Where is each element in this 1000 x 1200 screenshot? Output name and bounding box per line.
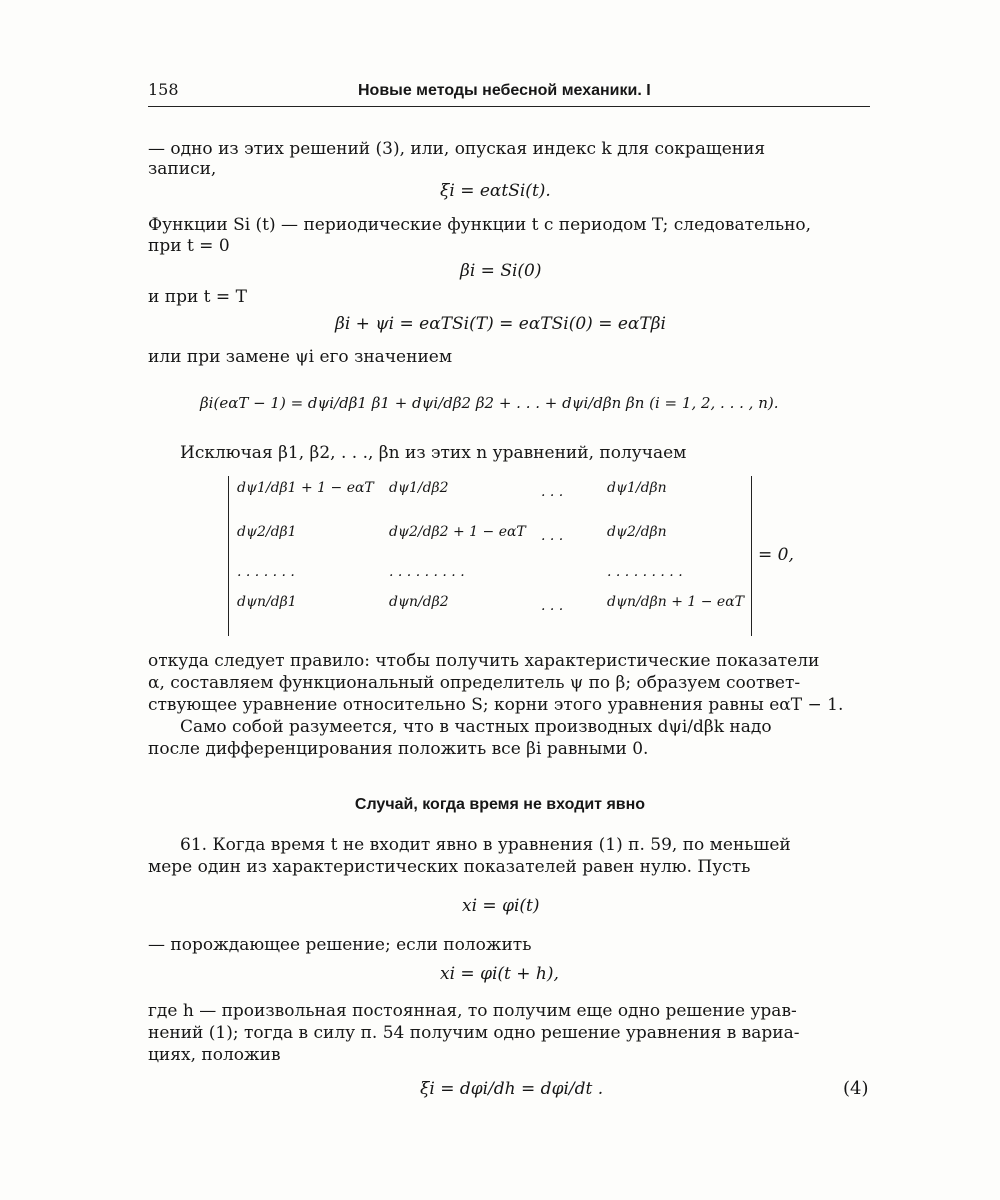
paragraph-line: откуда следует правило: чтобы получить характеристические показатели — [148, 651, 820, 671]
paragraph-line: при t = 0 — [148, 236, 230, 256]
paragraph-line: — порождающее решение; если положить — [148, 935, 532, 955]
equation-6: xi = φi(t + h), — [440, 964, 559, 984]
equation-7: ξi = dφi/dh = dφi/dt . — [420, 1079, 604, 1099]
matrix-cell: . . . — [541, 598, 564, 614]
paragraph-line: циях, положив — [148, 1045, 281, 1065]
paragraph-line: — одно из этих решений (3), или, опуская индекс k для сокращения — [148, 139, 766, 159]
matrix-cell: dψn/dβ2 — [389, 594, 449, 610]
paragraph-line: или при замене ψi его значением — [148, 347, 453, 367]
paragraph-line: мере один из характеристических показателей равен нулю. Пусть — [148, 857, 751, 877]
paragraph-line: Исключая β1, β2, . . ., βn из этих n уравнений, получаем — [180, 443, 687, 463]
matrix-cell: dψ2/dβ2 + 1 − eαT — [389, 524, 526, 540]
equation-1: ξi = eαtSi(t). — [440, 181, 551, 201]
section-heading: Случай, когда время не входит явно — [354, 796, 646, 813]
matrix-dots: . . . . . . . . . — [607, 564, 683, 580]
matrix-cell: dψ1/dβn — [607, 480, 667, 496]
paragraph-line: и при t = T — [148, 287, 247, 307]
page-header — [148, 80, 870, 107]
determinant-matrix — [228, 476, 752, 636]
matrix-cell: dψ2/dβ1 — [237, 524, 297, 540]
matrix-cell: dψ1/dβ1 + 1 − eαT — [237, 480, 374, 496]
paragraph-line: ствующее уравнение относительно S; корни этого уравнения равны eαT − 1. — [148, 695, 844, 715]
matrix-dots: . . . . . . . . . — [389, 564, 465, 580]
paragraph-line: нений (1); тогда в силу п. 54 получим одно решение уравнения в вариа- — [148, 1023, 800, 1043]
matrix-cell: . . . — [541, 528, 564, 544]
equation-4: βi(eαT − 1) = dψi/dβ1 β1 + dψi/dβ2 β2 + . . . + dψi/dβn βn (i = 1, 2, . . . , n). — [200, 394, 779, 412]
equation-2: βi = Si(0) — [460, 261, 542, 281]
matrix-dots: . . . . . . . — [237, 564, 295, 580]
paragraph-line: Функции Si (t) — периодические функции t с периодом T; следовательно, — [148, 215, 812, 235]
determinant-rhs: = 0, — [758, 545, 794, 565]
equation-5: xi = φi(t) — [462, 896, 540, 916]
paragraph-line: записи, — [148, 159, 217, 179]
paragraph-line: Само собой разумеется, что в частных производных dψi/dβk надо — [180, 717, 772, 737]
matrix-cell: dψ1/dβ2 — [389, 480, 449, 496]
paragraph-line: 61. Когда время t не входит явно в уравнения (1) п. 59, по меньшей — [180, 835, 791, 855]
equation-3: βi + ψi = eαTSi(T) = eαTSi(0) = eαTβi — [335, 314, 666, 334]
paragraph-line: после дифференцирования положить все βi равными 0. — [148, 739, 649, 759]
matrix-cell: dψ2/dβn — [607, 524, 667, 540]
paragraph-line: α, составляем функциональный определитель ψ по β; образуем соответ- — [148, 673, 801, 693]
matrix-cell: dψn/dβ1 — [237, 594, 297, 610]
paragraph-line: где h — произвольная постоянная, то получим еще одно решение урав- — [148, 1001, 797, 1021]
equation-number: (4) — [843, 1078, 869, 1099]
matrix-cell: . . . — [541, 484, 564, 500]
page-number: 158 — [148, 80, 179, 99]
running-title: Новые методы небесной механики. I — [358, 82, 651, 99]
matrix-cell: dψn/dβn + 1 − eαT — [607, 594, 744, 610]
